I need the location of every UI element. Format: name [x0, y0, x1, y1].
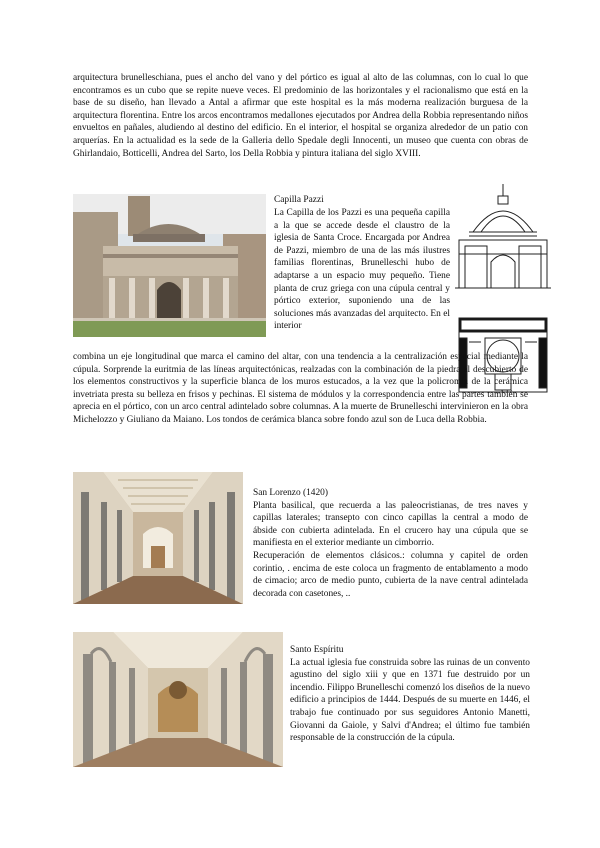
pazzi-body: La Capilla de los Pazzi es una pequeña capilla a la que se accede desde el claustro de la iglesia de Santa Croce. Encargada por Andrea de Pazzi, miembro de una de las más ilustres familias florentinas, Brunelleschi hubo de adaptarse a un espacio muy pequeño. Tiene planta de cruz griega con una cúpula central y pórtico exterior, suponiendo una de las soluciones más avanzadas del arquitecto. En el interior — [274, 208, 450, 332]
pazzi-chapel-photo — [73, 194, 266, 337]
intro-paragraph: arquitectura brunelleschiana, pues el ancho del vano y del pórtico es igual al alto de las columnas, con lo cual lo que encontramos es un cubo que se repite nueve veces. El predominio de las horizontales y el racionalismo que está en la base de su diseño, han llevado a Antal a afirmar que este hospital es la más moderna realización burguesa de la arquitectura florentina. Entre los arcos encontramos medallones ejecutados por Andrea della Robbia representando niños envueltos en pañales, aludiendo al destino del edificio. En el interior, el hospital se organiza alrededor de un patio con arquerías. En la actualidad es la sede de la Galleria dello Spedale degli Innocenti, un museo que cuenta con obras de Ghirlandaio, Botticelli, Andrea del Sarto, los Della Robbia y pintura italiana del siglo XVIII. — [73, 73, 528, 159]
santo-spirito-interior-photo — [73, 632, 283, 767]
pazzi-title: Capilla Pazzi — [274, 195, 324, 205]
pazzi-continuation-paragraph: combina un eje longitudinal que marca el camino del altar, con una tendencia a la centralización espacial mediante la cúpula. Sorprende la euritmia de las líneas arquitectónicas, realzadas con la combinación de la piedra al descubierto de los elementos constructivos y la superficie blanca de los muros estucados, a la vez que la policromía de la cerámica invetriata presta su belleza en frisos y pechinas. El sistema de módulos y la correspondencia entre las partes también se aprecia en el pórtico, con un arco central adintelado sobre columnas. A la muerte de Brunelleschi intervinieron en la obra Michelozzo y Giuliano da Maiano. Los tondos de cerámica blanca sobre fondo azul son de Luca della Robbia. — [73, 352, 528, 425]
san-lorenzo-interior-photo — [73, 472, 243, 604]
san-lorenzo-text: San Lorenzo (1420) Planta basilical, que recuerda a las paleocristianas, de tres naves y capillas laterales; transepto con cinco capillas la central a modo de ábside con cubierta adintelada. En el crucero hay una cúpula que se manifiesta en el exterior mediante un cimborrio. Recuperación de elementos clásicos.: columna y capitel de orden corintio, . encima de este coloca un fragmento de entablamento a modo de cimacio; arco de medio punto, cubierta de la nave central adintelada decorada con casetones, .. — [253, 488, 528, 599]
santo-spirito-text: Santo Espíritu La actual iglesia fue construida sobre las ruinas de un convento agustino del siglo xiii y que en 1371 fue destruido por un incendio. Filippo Brunelleschi comenzó los diseños de la nuevo edificio a principios de 1444. Después de su muerte en 1446, el trabajo fue continuado por sus seguidores Antonio Manetti, Giovanni da Gaiole, y Salvi d'Andrea; el último fue también responsable de la construcción de la cúpula. — [290, 645, 530, 744]
pazzi-section-drawing — [455, 182, 551, 292]
